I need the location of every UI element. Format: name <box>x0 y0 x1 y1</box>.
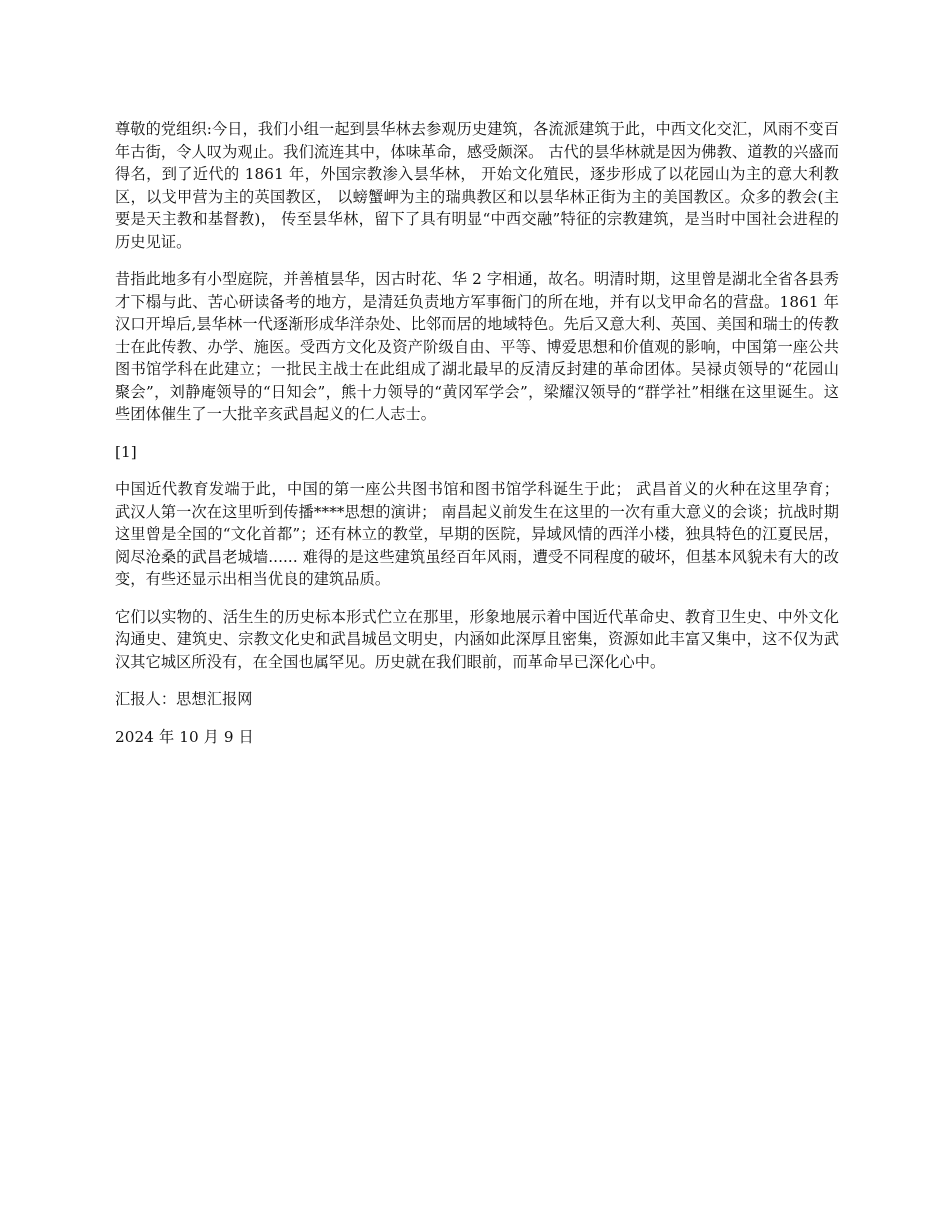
reference-marker: [1] <box>115 442 137 461</box>
date-line: 2024 年 10 月 9 日 <box>115 727 254 746</box>
reporter-line: 汇报人：思想汇报网 <box>115 690 253 708</box>
paragraph-visit-intro: 尊敬的党组织:今日，我们小组一起到昙华林去参观历史建筑，各流派建筑于此，中西文化交汇，风雨不变百年古街，令人叹为观止。我们流连其中，体味革命，感受颇深。 古代的昙华林就是因为佛教、道教的兴盛而得名，到了近代的 1861 年，外国宗教渗入昙华林， 开始文化殖民，逐步形成了以花园山为主的意大利教区，以戈甲营为主的英国教区， 以螃蟹岬为主的瑞典教区和以昙华林正街为主的美国教区。众多的教会(主要是天主教和基督教)， 传至昙华林，留下了具有明显“中西交融”特征的宗教建筑，是当时中国社会进程的历史见证。 <box>115 120 839 251</box>
document-body <box>115 118 839 763</box>
paragraph-history: 昔指此地多有小型庭院，并善植昙华，因古时花、华 2 字相通，故名。明清时期，这里曾是湖北全省各县秀才下榻与此、苦心研读备考的地方，是清廷负责地方军事衙门的所在地，并有以戈甲命名的营盘。1861 年汉口开埠后,昙华林一代逐渐形成华洋杂处、比邻而居的地域特色。先后又意大利、英国、美国和瑞士的传教士在此传教、办学、施医。受西方文化及资产阶级自由、平等、博爱思想和价值观的影响，中国第一座公共图书馆学科在此建立；一批民主战士在此组成了湖北最早的反清反封建的革命团体。吴禄贞领导的“花园山聚会”，刘静庵领导的“日知会”，熊十力领导的“黄冈军学会”，梁耀汉领导的“群学社”相继在这里诞生。这些团体催生了一大批辛亥武昌起义的仁人志士。 <box>115 270 839 423</box>
paragraph-historical-specimens: 它们以实物的、活生生的历史标本形式伫立在那里，形象地展示着中国近代革命史、教育卫生史、中外文化沟通史、建筑史、宗教文化史和武昌城邑文明史，内涵如此深厚且密集，资源如此丰富又集中，这不仅为武汉其它城区所没有，在全国也属罕见。历史就在我们眼前，而革命早已深化心中。 <box>115 607 839 671</box>
paragraph-education-origin: 中国近代教育发端于此，中国的第一座公共图书馆和图书馆学科诞生于此； 武昌首义的火种在这里孕育； 武汉人第一次在这里听到传播****思想的演讲； 南昌起义前发生在这里的一次有重大意义的会谈；抗战时期这里曾是全国的“文化首都”；还有林立的教堂，早期的医院，异域风情的西洋小楼，独具特色的江夏民居，阅尽沧桑的武昌老城墙...... 难得的是这些建筑虽经百年风雨，遭受不同程度的破坏，但基本风貌未有大的改变，有些还显示出相当优良的建筑品质。 <box>115 480 839 588</box>
